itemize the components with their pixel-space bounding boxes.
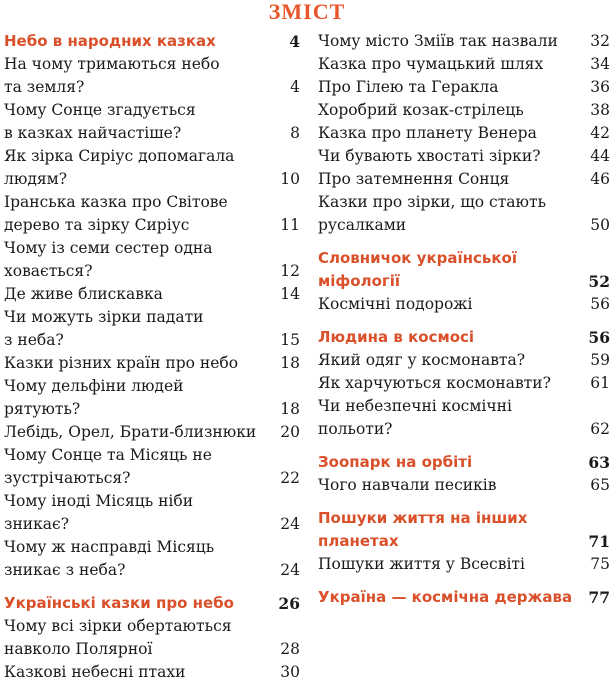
page-number: 18 — [280, 400, 300, 418]
toc-entry-label: Хоробрий козак-стрілець — [318, 101, 524, 119]
page-number: 32 — [590, 32, 610, 50]
toc-section-heading[interactable] — [318, 247, 610, 293]
page-number: 20 — [280, 423, 300, 441]
toc-entry[interactable] — [318, 349, 610, 372]
toc-entry-label: Чого навчали песиків — [318, 476, 497, 494]
toc-entry-text: Чому Сонце згадується — [4, 101, 196, 119]
toc-entry[interactable] — [318, 99, 610, 122]
toc-entry[interactable] — [318, 372, 610, 395]
toc-entry-label: навколо Полярної — [4, 640, 153, 658]
toc-section-heading[interactable] — [4, 592, 300, 615]
toc-entry-text: Чому дельфіни людей — [4, 377, 184, 395]
toc-entry-text — [4, 260, 300, 283]
toc-entry-label: Людина в космосі — [318, 328, 475, 346]
toc-entry-label: з неба? — [4, 331, 64, 349]
toc-entry-text: Чи небезпечні космічні — [318, 397, 512, 415]
toc-entry-text — [4, 592, 300, 615]
toc-entry-label: зникає? — [4, 515, 70, 533]
page-number: 18 — [280, 354, 300, 372]
page-number: 56 — [590, 295, 610, 313]
page-number: 62 — [590, 420, 610, 438]
toc-entry-text — [318, 214, 610, 237]
toc-entry[interactable] — [318, 30, 610, 53]
toc-entry-label: Небо в народних казках — [4, 32, 216, 50]
toc-entry-text: Словничок української — [318, 249, 517, 267]
section-gap — [318, 237, 610, 247]
toc-entry-label: Про затемнення Сонця — [318, 170, 510, 188]
toc-entry-text — [4, 214, 300, 237]
toc-entry-text — [318, 326, 610, 349]
toc-entry-text — [4, 352, 300, 375]
page-number: 59 — [590, 351, 610, 369]
toc-entry-label: в казках найчастіше? — [4, 124, 182, 142]
toc-entry-label: Казки різних країн про небо — [4, 354, 239, 372]
toc-entry-label: Як харчуються космонавти? — [318, 374, 551, 392]
toc-entry-label: Лебідь, Орел, Брати-близнюки — [4, 423, 257, 441]
section-gap — [318, 441, 610, 451]
toc-entry[interactable] — [318, 395, 610, 441]
toc-entry-text: Чому іноді Місяць ніби — [4, 492, 194, 510]
page-number: 36 — [590, 78, 610, 96]
toc-entry-label: Чому місто Зміїв так назвали — [318, 32, 558, 50]
toc-entry-text — [4, 76, 300, 99]
toc-entry-label: Космічні подорожі — [318, 295, 473, 313]
toc-entry-text — [318, 474, 610, 497]
page-number: 8 — [290, 124, 300, 142]
toc-entry[interactable] — [318, 168, 610, 191]
toc-entry-text: Іранська казка про Світове — [4, 193, 228, 211]
toc-entry-label: Чи бувають хвостаті зірки? — [318, 147, 541, 165]
toc-entry-label: дерево та зірку Сиріус — [4, 216, 190, 234]
toc-entry[interactable] — [318, 145, 610, 168]
page-number: 15 — [280, 331, 300, 349]
toc-entry-text — [318, 76, 610, 99]
toc-section-heading[interactable] — [318, 326, 610, 349]
toc-entry-label: рятують? — [4, 400, 81, 418]
toc-entry-text: Чому Сонце та Місяць не — [4, 446, 212, 464]
toc-entry-text — [4, 421, 300, 444]
toc-entry-text: Пошуки життя на інших — [318, 509, 528, 527]
toc-entry-label: польоти? — [318, 420, 393, 438]
toc-column-left — [4, 30, 300, 684]
page-number: 38 — [590, 101, 610, 119]
page-number: 11 — [280, 216, 300, 234]
toc-entry[interactable] — [4, 661, 300, 684]
page-number: 46 — [590, 170, 610, 188]
toc-entry-label: міфології — [318, 272, 401, 290]
toc-entry[interactable] — [318, 474, 610, 497]
toc-entry-text — [318, 586, 610, 609]
toc-entry-text — [318, 530, 610, 553]
toc-entry-text — [4, 168, 300, 191]
toc-entry-label: та земля? — [4, 78, 85, 96]
toc-entry[interactable] — [318, 553, 610, 576]
section-gap — [318, 316, 610, 326]
toc-entry-text: Чому всі зірки обертаються — [4, 617, 232, 635]
toc-entry[interactable] — [4, 306, 300, 352]
toc-section-heading[interactable] — [318, 507, 610, 553]
toc-entry-text — [4, 398, 300, 421]
toc-entry-label: Україна — космічна держава — [318, 588, 573, 606]
page-number: 28 — [280, 640, 300, 658]
page-number: 30 — [280, 663, 300, 681]
toc-entry-text — [318, 372, 610, 395]
toc-entry-text — [4, 467, 300, 490]
toc-entry-label: планетах — [318, 532, 399, 550]
toc-entry-text — [318, 168, 610, 191]
toc-entry[interactable] — [4, 99, 300, 145]
section-gap — [4, 582, 300, 592]
page-number: 44 — [590, 147, 610, 165]
toc-section-heading[interactable] — [318, 451, 610, 474]
toc-entry-text — [4, 283, 300, 306]
toc-entry[interactable] — [4, 615, 300, 661]
toc-entry-text: Чому із семи сестер одна — [4, 239, 213, 257]
toc-entry[interactable] — [4, 352, 300, 375]
page-number: 65 — [590, 476, 610, 494]
toc-entry-text — [318, 270, 610, 293]
page-number: 4 — [289, 32, 300, 51]
toc-entry-text — [4, 661, 300, 684]
page-number: 50 — [590, 216, 610, 234]
page-number: 26 — [278, 594, 300, 613]
toc-entry-label: Українські казки про небо — [4, 594, 234, 612]
toc-entry-label: Який одяг у космонавта? — [318, 351, 526, 369]
toc-entry-label: Де живе блискавка — [4, 285, 163, 303]
toc-entry-text: Казки про зірки, що стають — [318, 193, 547, 211]
toc-entry-text — [4, 638, 300, 661]
toc-entry-label: русалками — [318, 216, 407, 234]
page-title: ЗМІСТ — [268, 0, 346, 24]
toc-entry-text — [4, 513, 300, 536]
toc-entry-text — [318, 418, 610, 441]
toc-entry-label: зустрічаються? — [4, 469, 131, 487]
toc-entry-label: ховається? — [4, 262, 93, 280]
toc-entry-label: людям? — [4, 170, 68, 188]
toc-entry-text — [318, 99, 610, 122]
page-number: 22 — [280, 469, 300, 487]
page-number: 24 — [280, 515, 300, 533]
toc-entry[interactable] — [4, 536, 300, 582]
page-number: 61 — [590, 374, 610, 392]
page-number: 4 — [290, 78, 300, 96]
toc-entry-text — [318, 30, 610, 53]
toc-entry[interactable] — [4, 490, 300, 536]
toc-entry[interactable] — [318, 76, 610, 99]
toc-entry-text — [4, 329, 300, 352]
toc-entry-text — [318, 122, 610, 145]
toc-section-heading[interactable] — [4, 30, 300, 53]
toc-entry[interactable] — [4, 191, 300, 237]
toc-entry[interactable] — [318, 293, 610, 316]
page-number: 63 — [588, 453, 610, 472]
toc-entry-text — [318, 53, 610, 76]
toc-entry-text — [4, 122, 300, 145]
page-number: 12 — [280, 262, 300, 280]
page-number: 77 — [588, 588, 610, 607]
section-gap — [318, 497, 610, 507]
toc-entry-text — [318, 349, 610, 372]
toc-entry-label: Пошуки життя у Всесвіті — [318, 555, 525, 573]
toc-entry-text — [4, 559, 300, 582]
page-number: 42 — [590, 124, 610, 142]
page-number: 56 — [588, 328, 610, 347]
toc-entry-text: Як зірка Сиріус допомагала — [4, 147, 235, 165]
page-number: 10 — [280, 170, 300, 188]
toc-entry-label: Казка про планету Венера — [318, 124, 537, 142]
toc-entry-label: Про Гілею та Геракла — [318, 78, 499, 96]
toc-entry-text — [318, 293, 610, 316]
section-gap — [318, 576, 610, 586]
toc-entry-text — [4, 30, 300, 53]
page-number: 24 — [280, 561, 300, 579]
toc-entry[interactable] — [4, 375, 300, 421]
toc-entry-label: Казка про чумацький шлях — [318, 55, 544, 73]
page-number: 34 — [590, 55, 610, 73]
toc-entry-text: Чому ж насправді Місяць — [4, 538, 215, 556]
toc-entry[interactable] — [4, 444, 300, 490]
page-number: 71 — [588, 532, 610, 551]
toc-entry-label: зникає з неба? — [4, 561, 126, 579]
toc-entry[interactable] — [4, 145, 300, 191]
toc-entry[interactable] — [318, 191, 610, 237]
toc-entry-text — [318, 553, 610, 576]
toc-entry-text: На чому тримаються небо — [4, 55, 220, 73]
toc-entry-text — [318, 451, 610, 474]
toc-entry[interactable] — [318, 122, 610, 145]
toc-entry-label: Зоопарк на орбіті — [318, 453, 473, 471]
toc-column-right — [318, 30, 610, 609]
toc-entry-text — [318, 145, 610, 168]
toc-entry-label: Казкові небесні птахи — [4, 663, 186, 681]
page-number: 75 — [590, 555, 610, 573]
toc-entry[interactable] — [4, 283, 300, 306]
toc-section-heading[interactable] — [318, 586, 610, 609]
page-number: 14 — [280, 285, 300, 303]
toc-entry[interactable] — [4, 237, 300, 283]
toc-entry[interactable] — [4, 53, 300, 99]
page-number: 52 — [588, 272, 610, 291]
toc-entry[interactable] — [318, 53, 610, 76]
toc-entry-text: Чи можуть зірки падати — [4, 308, 204, 326]
toc-entry[interactable] — [4, 421, 300, 444]
